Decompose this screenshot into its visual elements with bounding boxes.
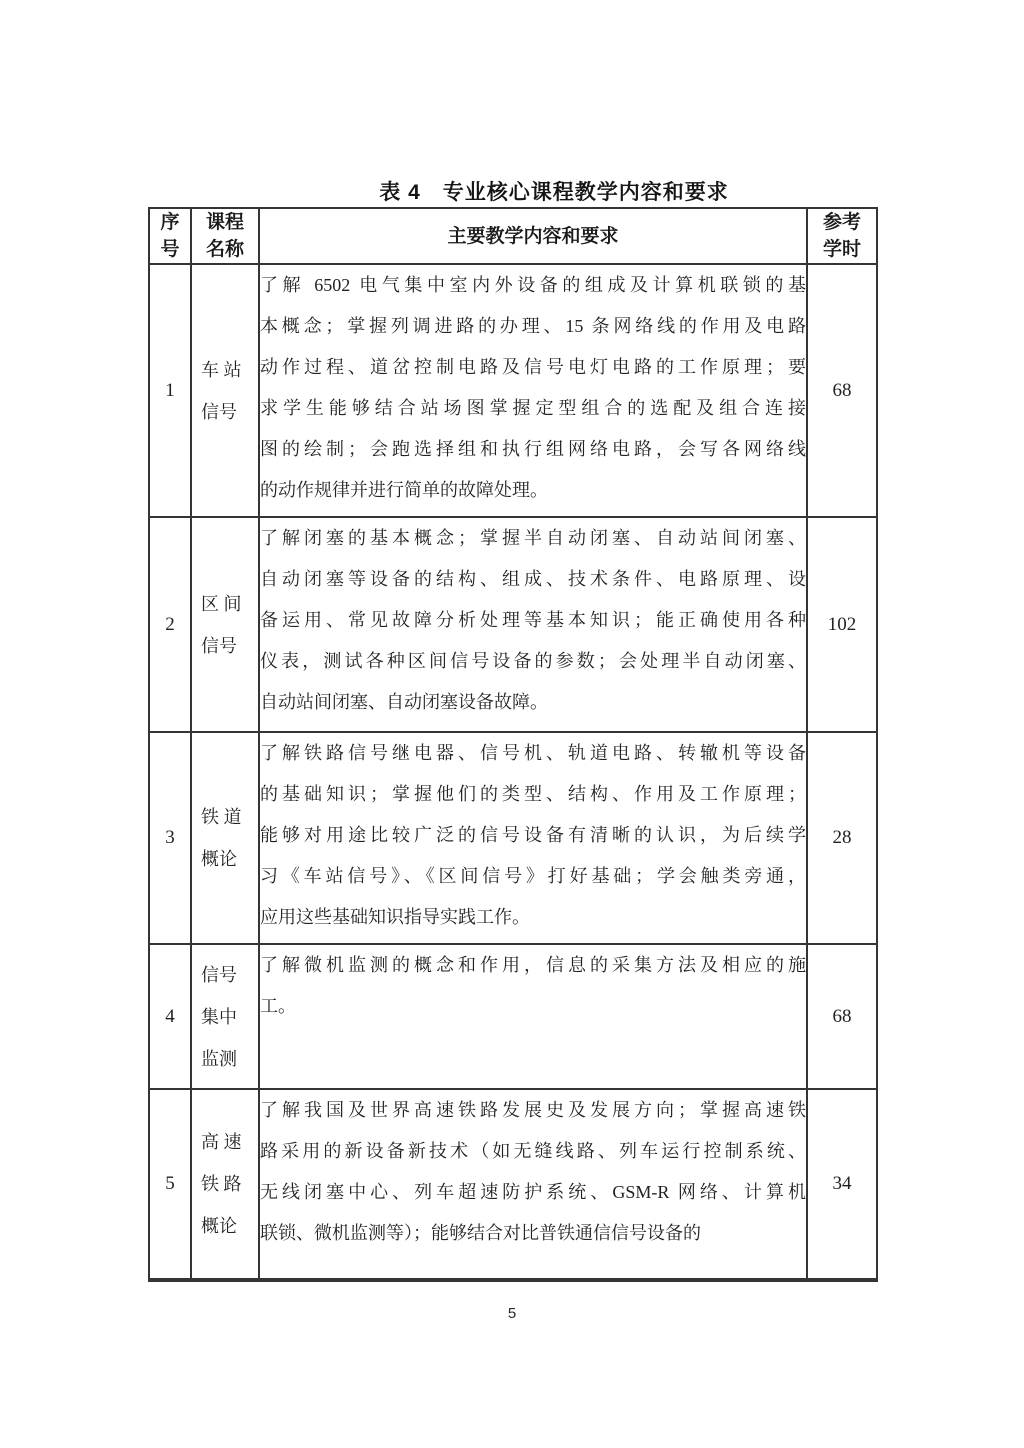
header-line: 名称 xyxy=(205,239,244,260)
course-name-line: 高 速 xyxy=(201,1132,242,1152)
course-name-cell xyxy=(191,944,259,1089)
course-name-line: 铁 道 xyxy=(201,807,242,827)
teaching-content-line: 了解闭塞的基本概念；掌握半自动闭塞、自动站间闭塞、 xyxy=(260,528,806,548)
teaching-content-line: 了解 6502 电气集中室内外设备的组成及计算机联锁的基 xyxy=(260,275,806,295)
page-number: 5 xyxy=(507,1305,517,1322)
table-row xyxy=(149,732,877,944)
reference-hours-cell: 68 xyxy=(807,264,877,517)
course-name-cell xyxy=(191,732,259,944)
header-line: 序 xyxy=(160,212,180,233)
header-line: 课程 xyxy=(205,212,244,233)
teaching-content-line: 备运用、常见故障分析处理等基本知识；能正确使用各种 xyxy=(260,610,806,630)
teaching-content-line: 仪表，测试各种区间信号设备的参数；会处理半自动闭塞、 xyxy=(260,651,806,671)
header-line: 号 xyxy=(160,239,180,260)
teaching-content-line: 了解铁路信号继电器、信号机、轨道电路、转辙机等设备 xyxy=(260,743,806,763)
serial-number-cell: 2 xyxy=(149,517,191,732)
header-main-content xyxy=(259,208,807,264)
table-body xyxy=(149,264,877,1280)
reference-hours-cell: 102 xyxy=(807,517,877,732)
reference-hours-cell: 28 xyxy=(807,732,877,944)
teaching-content-line: 能够对用途比较广泛的信号设备有清晰的认识，为后续学 xyxy=(260,825,806,845)
course-name-cell xyxy=(191,264,259,517)
teaching-content-line: 自动闭塞等设备的结构、组成、技术条件、电路原理、设 xyxy=(260,569,806,589)
teaching-content-line: 的动作规律并进行简单的故障处理。 xyxy=(260,480,548,500)
course-name-line: 信号 xyxy=(201,964,237,985)
teaching-content-line: 路采用的新设备新技术（如无缝线路、列车运行控制系统、 xyxy=(260,1141,806,1161)
course-name-cell xyxy=(191,517,259,732)
course-name-line: 概论 xyxy=(201,1216,237,1236)
header-course-name xyxy=(191,208,259,264)
header-reference-hours xyxy=(807,208,877,264)
table-row xyxy=(149,944,877,1089)
course-name-line: 铁 路 xyxy=(201,1174,242,1194)
teaching-content-line: 习《车站信号》、《区间信号》打好基础；学会触类旁通， xyxy=(260,866,806,886)
course-name-line: 信号 xyxy=(201,635,237,656)
table-row xyxy=(149,264,877,517)
teaching-content-line: 求学生能够结合站场图掌握定型组合的选配及组合连接 xyxy=(260,398,806,418)
reference-hours-cell: 68 xyxy=(807,944,877,1089)
table-title: 表 4 专业核心课程教学内容和要求 xyxy=(379,181,729,204)
table-header xyxy=(149,208,877,264)
course-name-line: 概论 xyxy=(201,849,237,869)
teaching-content-cell xyxy=(259,732,807,944)
header-line: 学时 xyxy=(822,239,861,260)
course-name-line: 车 站 xyxy=(201,359,242,380)
table-row xyxy=(149,517,877,732)
table-row xyxy=(149,1089,877,1280)
course-name-line: 集中 xyxy=(201,1006,237,1027)
teaching-content-cell xyxy=(259,1089,807,1280)
teaching-content-line: 应用这些基础知识指导实践工作。 xyxy=(260,907,530,927)
serial-number-cell: 4 xyxy=(149,944,191,1089)
serial-number-cell: 1 xyxy=(149,264,191,517)
teaching-content-line: 无线闭塞中心、列车超速防护系统、GSM-R 网络、计算机 xyxy=(260,1182,806,1202)
course-name-line: 区 间 xyxy=(201,593,242,614)
course-name-line: 信号 xyxy=(201,401,237,422)
core-course-table xyxy=(148,207,878,1282)
teaching-content-line: 了解我国及世界高速铁路发展史及发展方向；掌握高速铁 xyxy=(260,1100,806,1120)
teaching-content-line: 了解微机监测的概念和作用，信息的采集方法及相应的施 xyxy=(260,955,806,975)
header-line: 参考 xyxy=(822,212,861,233)
teaching-content-line: 本概念；掌握列调进路的办理、15 条网络线的作用及电路 xyxy=(260,316,806,336)
serial-number-cell: 5 xyxy=(149,1089,191,1280)
teaching-content-line: 自动站间闭塞、自动闭塞设备故障。 xyxy=(260,692,548,712)
teaching-content-cell xyxy=(259,517,807,732)
serial-number-cell: 3 xyxy=(149,732,191,944)
teaching-content-line: 的基础知识；掌握他们的类型、结构、作用及工作原理； xyxy=(260,784,806,804)
teaching-content-line: 动作过程、道岔控制电路及信号电灯电路的工作原理；要 xyxy=(260,357,806,377)
header-row xyxy=(149,208,877,264)
teaching-content-cell xyxy=(259,264,807,517)
reference-hours-cell: 34 xyxy=(807,1089,877,1280)
teaching-content-line: 联锁、微机监测等）；能够结合对比普铁通信信号设备的 xyxy=(260,1223,701,1243)
header-serial-number xyxy=(149,208,191,264)
teaching-content-cell xyxy=(259,944,807,1089)
header-line: 主要教学内容和要求 xyxy=(447,225,619,247)
teaching-content-line: 图的绘制；会跑选择组和执行组网络电路，会写各网络线 xyxy=(260,439,806,459)
course-name-line: 监测 xyxy=(201,1048,237,1069)
teaching-content-line: 工。 xyxy=(260,996,296,1016)
course-name-cell xyxy=(191,1089,259,1280)
